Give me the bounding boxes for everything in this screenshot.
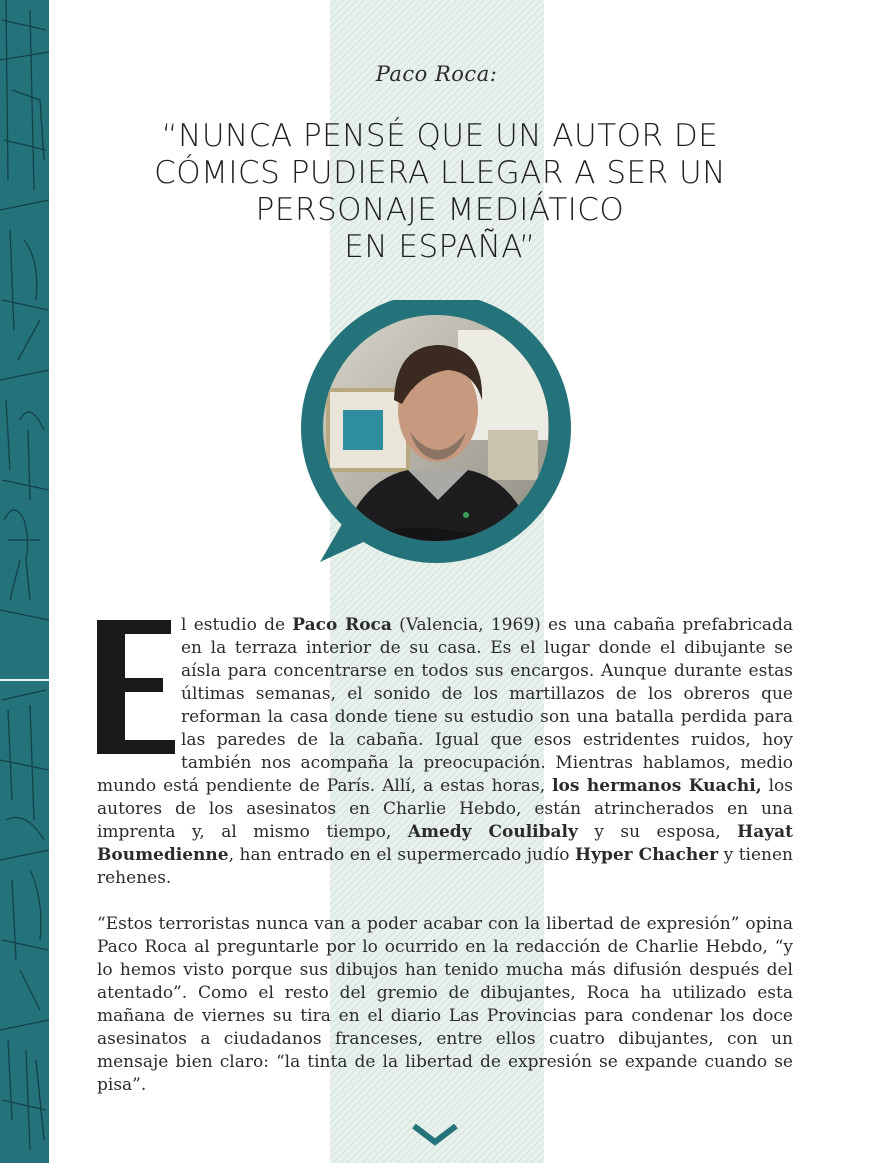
bold-name: Hayat Boumedienne xyxy=(97,822,793,865)
headline-line: “NUNCA PENSÉ QUE UN AUTOR DE xyxy=(161,118,719,154)
text-run: (Valencia, 1969) es una cabaña prefabricada en la terraza interior de su casa. Es el lugar donde el dibujante se aísla para concentrarse en todos sus encargos. Aunque durante estas últimas semanas, el sonido de los martillazos de los obreros que reforman la casa donde tiene su estudio son una batalla perdida para las paredes de la cabaña. Igual que esos estridentes ruidos, hoy también nos acompaña la preocupación. Mientras hablamos, medio mundo está pendiente de París. Allí, a estas horas, xyxy=(97,615,793,796)
headline-line: PERSONAJE MEDIÁTICO xyxy=(255,192,625,228)
headline xyxy=(100,118,780,266)
bold-name: los hermanos Kuachi, xyxy=(552,776,762,796)
next-page-button[interactable] xyxy=(412,1124,458,1146)
headline-line: EN ESPAÑA” xyxy=(344,229,536,265)
chevron-down-icon[interactable] xyxy=(412,1124,458,1146)
comic-sketch-decoration xyxy=(0,0,49,1163)
headline-line: CÓMICS PUDIERA LLEGAR A SER UN xyxy=(154,155,726,191)
portrait-speech-bubble xyxy=(298,300,578,620)
bold-name: Hyper Chacher xyxy=(575,845,719,865)
text-run: l estudio de xyxy=(181,615,293,635)
author-label: Paco Roca: xyxy=(375,62,498,86)
drop-cap xyxy=(97,620,175,754)
article-paragraph-2: “Estos terroristas nunca van a poder acabar con la libertad de expresión” opina Paco Roca al preguntarle por lo ocurrido en la redacción de Charlie Hebdo, “y lo hemos visto porque sus dibujos han tenido mucha más difusión después del atentado”. Como el resto del gremio de dibujantes, Roca ha utilizado esta mañana de viernes su tira en el diario Las Provincias para condenar los doce asesinatos a ciudadanos franceses, entre ellos cuatro dibujantes, con un mensaje bien claro: “la tinta de la libertad de expresión se expande cuando se pisa”. xyxy=(97,914,793,1095)
text-run: y su esposa, xyxy=(577,822,738,842)
text-run: los autores de los asesinatos en Charlie Hebdo, están atrincherados en una imprenta y, al mismo tiempo, xyxy=(97,776,793,842)
article-body xyxy=(97,614,793,1120)
article-paragraph-1 xyxy=(97,614,793,890)
comic-art-strip xyxy=(0,0,49,1163)
bold-name: Paco Roca xyxy=(292,615,392,635)
speech-bubble-photo-icon xyxy=(298,300,578,620)
drop-cap-letter xyxy=(97,620,175,754)
bold-name: Amedy Coulibaly xyxy=(407,822,578,842)
text-run: y tienen rehenes. xyxy=(97,845,794,888)
text-run: , han entrado en el supermercado judío xyxy=(228,845,576,865)
